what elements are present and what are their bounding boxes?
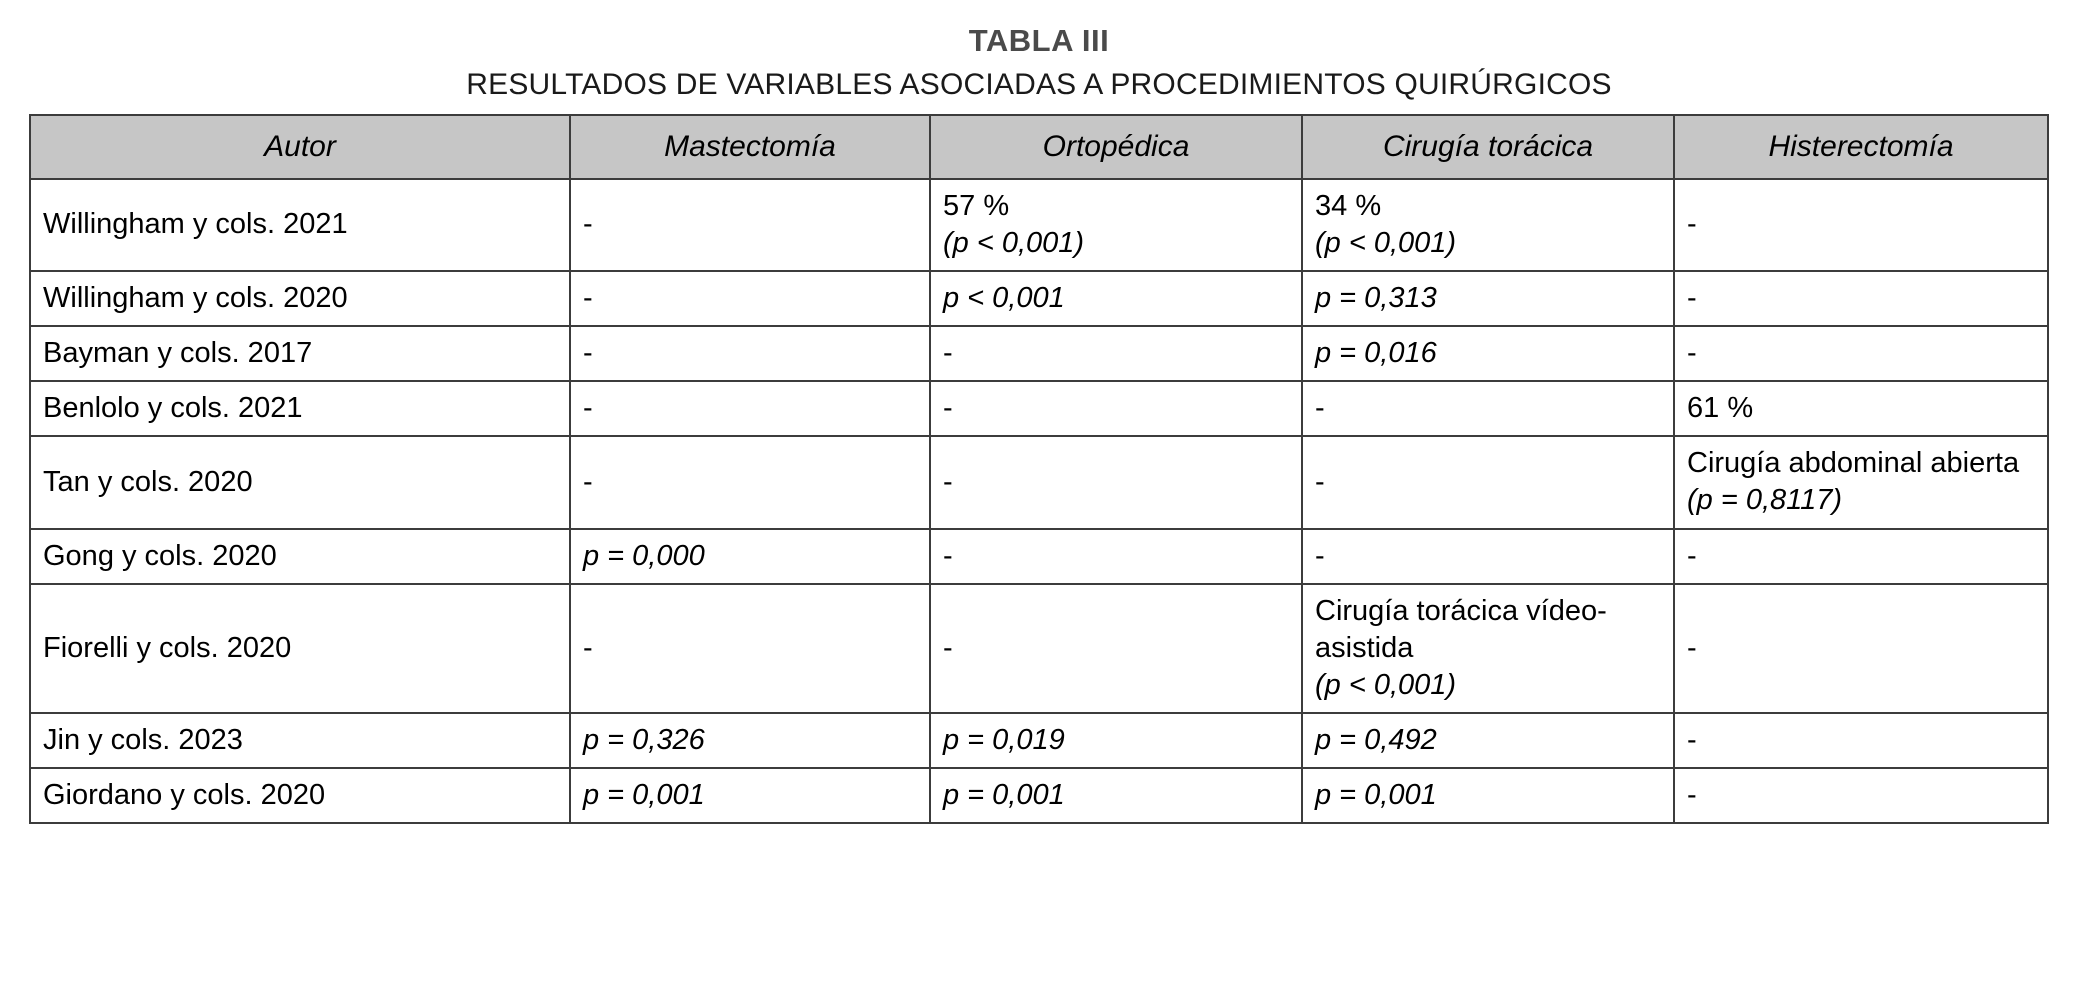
cell-author: Fiorelli y cols. 2020 (30, 584, 570, 713)
cell-histerectomia: - (1674, 584, 2048, 713)
cell-cirugia-toracica: p = 0,492 (1302, 713, 1674, 768)
cell-histerectomia (1674, 436, 2048, 528)
cell-mastectomia: p = 0,001 (570, 768, 930, 823)
cell-mastectomia: - (570, 584, 930, 713)
cell-author: Willingham y cols. 2021 (30, 179, 570, 271)
cell-mastectomia: - (570, 179, 930, 271)
cell-histerectomia: - (1674, 326, 2048, 381)
cell-cirugia-toracica: p = 0,016 (1302, 326, 1674, 381)
table-body (30, 179, 2048, 823)
cell-mastectomia: p = 0,000 (570, 529, 930, 584)
cell-ortopedica: p = 0,019 (930, 713, 1302, 768)
cell-ortopedica: - (930, 381, 1302, 436)
cell-author: Jin y cols. 2023 (30, 713, 570, 768)
cell-histerectomia: - (1674, 768, 2048, 823)
cell-histerectomia: 61 % (1674, 381, 2048, 436)
cell-cirugia-toracica: p = 0,313 (1302, 271, 1674, 326)
column-header-cirugia-toracica: Cirugía torácica (1302, 115, 1674, 179)
table-header-row (30, 115, 2048, 179)
cell-cirugia-toracica: p = 0,001 (1302, 768, 1674, 823)
table-row (30, 436, 2048, 528)
cell-ortopedica: - (930, 326, 1302, 381)
table-row (30, 179, 2048, 271)
cell-author: Gong y cols. 2020 (30, 529, 570, 584)
cell-author: Tan y cols. 2020 (30, 436, 570, 528)
column-header-ortopedica: Ortopédica (930, 115, 1302, 179)
table-title-block (18, 22, 2060, 104)
cell-mastectomia: - (570, 326, 930, 381)
cell-author: Bayman y cols. 2017 (30, 326, 570, 381)
table-caption: RESULTADOS DE VARIABLES ASOCIADAS A PROCEDIMIENTOS QUIRÚRGICOS (466, 67, 1612, 101)
cell-ortopedica: - (930, 529, 1302, 584)
table-number: TABLA III (968, 23, 1110, 58)
cell-author: Benlolo y cols. 2021 (30, 381, 570, 436)
cell-author: Willingham y cols. 2020 (30, 271, 570, 326)
cell-mastectomia: - (570, 436, 930, 528)
table-row (30, 326, 2048, 381)
table-row (30, 713, 2048, 768)
cell-mastectomia: - (570, 381, 930, 436)
column-header-histerectomia: Histerectomía (1674, 115, 2048, 179)
table-row (30, 381, 2048, 436)
cell-histerectomia: - (1674, 713, 2048, 768)
table-row (30, 529, 2048, 584)
cell-ortopedica: p < 0,001 (930, 271, 1302, 326)
cell-mastectomia: p = 0,326 (570, 713, 930, 768)
column-header-mastectomia: Mastectomía (570, 115, 930, 179)
cell-histerectomia-pvalue: (p = 0,8117) (1687, 484, 1843, 517)
cell-histerectomia: - (1674, 179, 2048, 271)
cell-histerectomia-note: Cirugía abdominal abierta (1687, 447, 2020, 480)
cell-cirugia-toracica: - (1302, 436, 1674, 528)
table-row (30, 768, 2048, 823)
cell-ortopedica: - (930, 436, 1302, 528)
column-header-autor: Autor (30, 115, 570, 179)
cell-ortopedica-pvalue: (p < 0,001) (943, 226, 1085, 259)
cell-cirugia-toracica (1302, 179, 1674, 271)
table-header (30, 115, 2048, 179)
cell-cirugia-toracica: - (1302, 529, 1674, 584)
cell-toracica-note: Cirugía torácica vídeo-asistida (1315, 594, 1607, 664)
cell-toracica-pvalue: (p < 0,001) (1315, 668, 1457, 701)
cell-toracica-value: 34 % (1315, 189, 1382, 222)
cell-ortopedica: p = 0,001 (930, 768, 1302, 823)
cell-histerectomia: - (1674, 529, 2048, 584)
cell-ortopedica-value: 57 % (943, 189, 1010, 222)
cell-ortopedica (930, 179, 1302, 271)
cell-cirugia-toracica: - (1302, 381, 1674, 436)
cell-toracica-pvalue: (p < 0,001) (1315, 226, 1457, 259)
cell-histerectomia: - (1674, 271, 2048, 326)
cell-ortopedica: - (930, 584, 1302, 713)
cell-author: Giordano y cols. 2020 (30, 768, 570, 823)
table-row (30, 271, 2048, 326)
cell-cirugia-toracica (1302, 584, 1674, 713)
table-row (30, 584, 2048, 713)
results-table (29, 114, 2049, 824)
cell-mastectomia: - (570, 271, 930, 326)
